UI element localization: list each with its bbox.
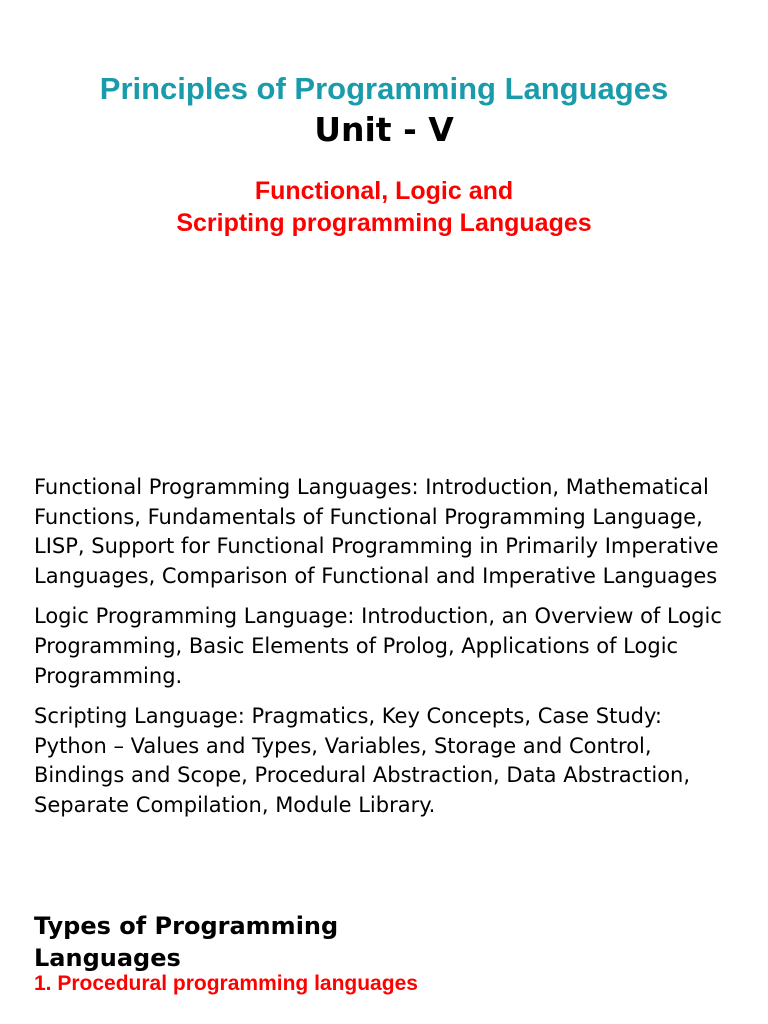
syllabus-functional-paragraph: Functional Programming Languages: Introduction, Mathematical Functions, Fundamentals of Functional Programming Language, LISP, Support for Functional Programming in Primarily Imperative Languages, Comparison of Functional and Imperative Languages xyxy=(34,475,719,588)
subtitle-line-2: Scripting programming Languages xyxy=(176,209,592,237)
syllabus-text xyxy=(34,473,734,865)
slide-title: Principles of Programming Languages xyxy=(99,71,669,106)
syllabus-logic-paragraph: Logic Programming Language: Introduction, an Overview of Logic Programming, Basic Elements of Prolog, Applications of Logic Programming. xyxy=(34,604,722,688)
subtitle-line-1: Functional, Logic and xyxy=(254,177,514,205)
slide-subtitle xyxy=(0,175,768,239)
unit-heading: Unit - V xyxy=(314,110,454,149)
syllabus-scripting-paragraph: Scripting Language: Pragmatics, Key Concepts, Case Study: Python – Values and Types, Variables, Storage and Control, Bindings and Scope, Procedural Abstraction, Data Abstraction, Separate Compilation, Module Library. xyxy=(34,704,691,817)
types-heading: Types of Programming Languages xyxy=(34,912,339,972)
types-list-item-1: 1. Procedural programming languages xyxy=(34,972,418,995)
